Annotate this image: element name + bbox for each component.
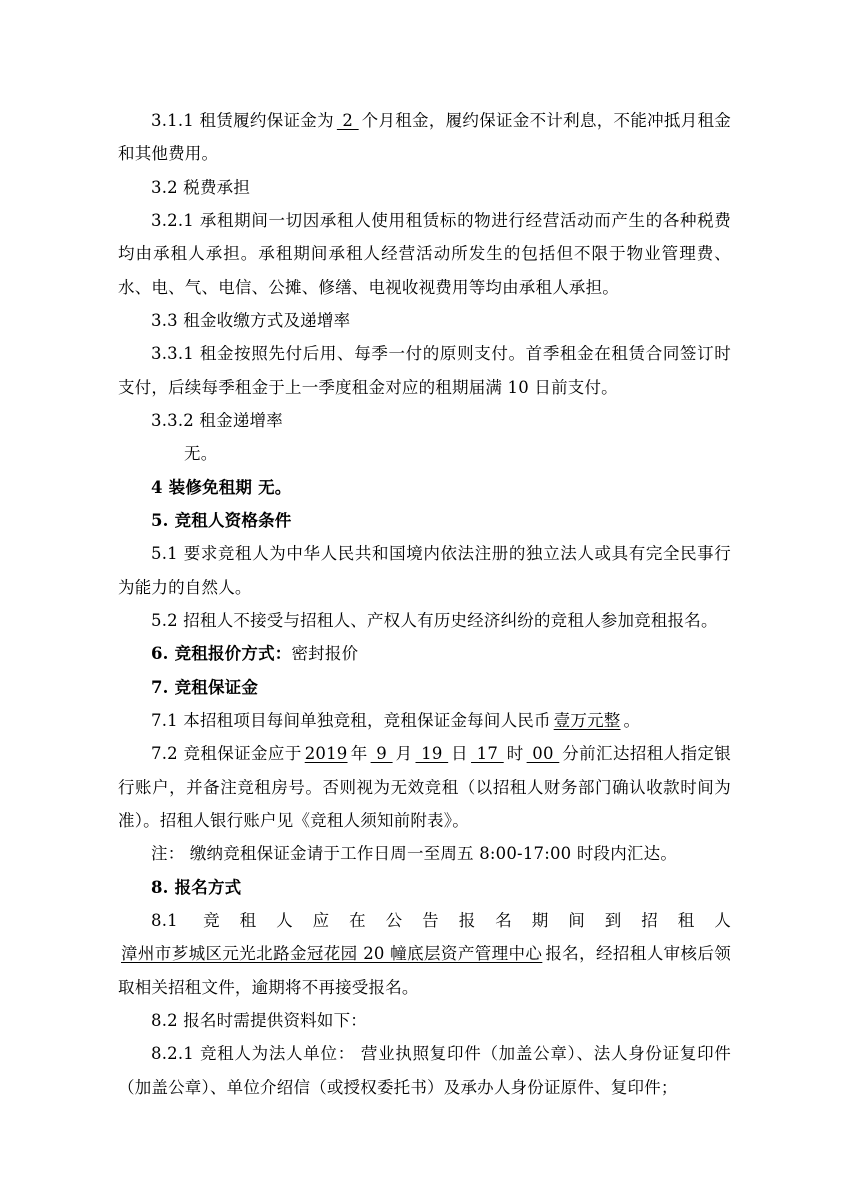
text-run: 分前汇达招租人指定银行账户，并备注竞租房号。否则视为无效竞租（以招租人财务部门确认收款时间为准）。招租人银行账户见《竞租人须知前附表》。 [118, 744, 731, 830]
text-run: 7.1 本招租项目每间单独竞租，竞租保证金每间人民币 [151, 710, 551, 730]
text-run: 个月租金，履约保证金不计利息，不能冲抵月租金和其他费用。 [118, 111, 732, 164]
text-run: 密封报价 [291, 644, 359, 664]
paragraph [118, 537, 731, 604]
text-run: 7.2 竞租保证金应于 [151, 744, 302, 764]
filled-blank: 00 [526, 744, 560, 764]
paragraph [118, 604, 731, 637]
paragraph [118, 1037, 731, 1104]
filled-blank: 漳州市芗城区元光北路金冠花园 20 幢底层资产管理中心 [121, 944, 543, 964]
paragraph [118, 471, 731, 504]
text-run: 3.3 租金收缴方式及递增率 [151, 310, 351, 330]
text-run: 8.2 报名时需提供资料如下： [151, 1010, 367, 1030]
paragraph [118, 104, 731, 171]
paragraph [118, 504, 731, 537]
filled-blank: 9 [370, 744, 393, 764]
text-run: 5.2 招租人不接受与招租人、产权人有历史经济纠纷的竞租人参加竞租报名。 [151, 610, 718, 630]
paragraph [118, 437, 731, 470]
paragraph [118, 304, 731, 337]
text-run: 7. 竞租保证金 [151, 677, 259, 697]
text-run: 3.3.1 租金按照先付后用、每季一付的原则支付。首季租金在租赁合同签订时支付，后续每季租金于上一季度租金对应的租期届满 10 日前支付。 [118, 344, 731, 397]
text-run: 6. 竞租报价方式： [151, 644, 292, 664]
paragraph [118, 404, 731, 437]
filled-blank: 2 [336, 111, 359, 130]
filled-blank: 2019 [304, 744, 348, 764]
text-run: 3.1.1 租赁履约保证金为 [151, 111, 334, 130]
paragraph [118, 904, 731, 1004]
paragraph [118, 871, 731, 904]
paragraph [118, 1004, 731, 1037]
filled-blank: 19 [415, 744, 449, 764]
paragraph [118, 171, 731, 204]
text-run: 8.2.1 竞租人为法人单位： 营业执照复印件（加盖公章）、法人身份证复印件（加盖公章）、单位介绍信（或授权委托书）及承办人身份证原件、复印件； [118, 1044, 731, 1097]
paragraph [118, 637, 731, 670]
text-run: 注： 缴纳竞租保证金请于工作日周一至周五 8:00-17:00 时段内汇达。 [151, 844, 678, 864]
text-run: 报名，经招租人审核后领取相关招租文件，逾期将不再接受报名。 [118, 944, 732, 997]
text-run: 年 [350, 744, 368, 764]
paragraph [118, 837, 731, 870]
text-run: 月 [395, 744, 413, 764]
text-run: 5.1 要求竞租人为中华人民共和国境内依法注册的独立法人或具有完全民事行为能力的自然人。 [118, 544, 731, 597]
text-run: 。 [623, 710, 641, 730]
paragraph [118, 337, 731, 404]
paragraph [118, 704, 731, 737]
text-run: 3.3.2 租金递增率 [151, 410, 283, 430]
text-run: 时 [506, 744, 524, 764]
paragraph [118, 204, 731, 304]
filled-blank: 17 [471, 744, 504, 764]
text-run: 3.2.1 承租期间一切因承租人使用租赁标的物进行经营活动而产生的各种税费均由承租人承担。承租期间承租人经营活动所发生的包括但不限于物业管理费、水、电、气、电信、公摊、修缮、电视收视费用等均由承租人承担。 [118, 210, 731, 297]
text-run: 8.1 竞租人应在公告报名期间到招租人 [151, 910, 731, 930]
document-body [118, 104, 731, 1104]
text-run: 4 装修免租期 无。 [151, 477, 292, 497]
text-run: 8. 报名方式 [151, 877, 242, 897]
text-run: 5. 竞租人资格条件 [151, 510, 292, 530]
filled-blank: 壹万元整 [553, 710, 621, 730]
paragraph [118, 737, 731, 837]
text-run: 无。 [184, 444, 218, 464]
text-run: 3.2 税费承担 [151, 177, 251, 197]
text-run: 日 [451, 744, 469, 764]
paragraph [118, 671, 731, 704]
